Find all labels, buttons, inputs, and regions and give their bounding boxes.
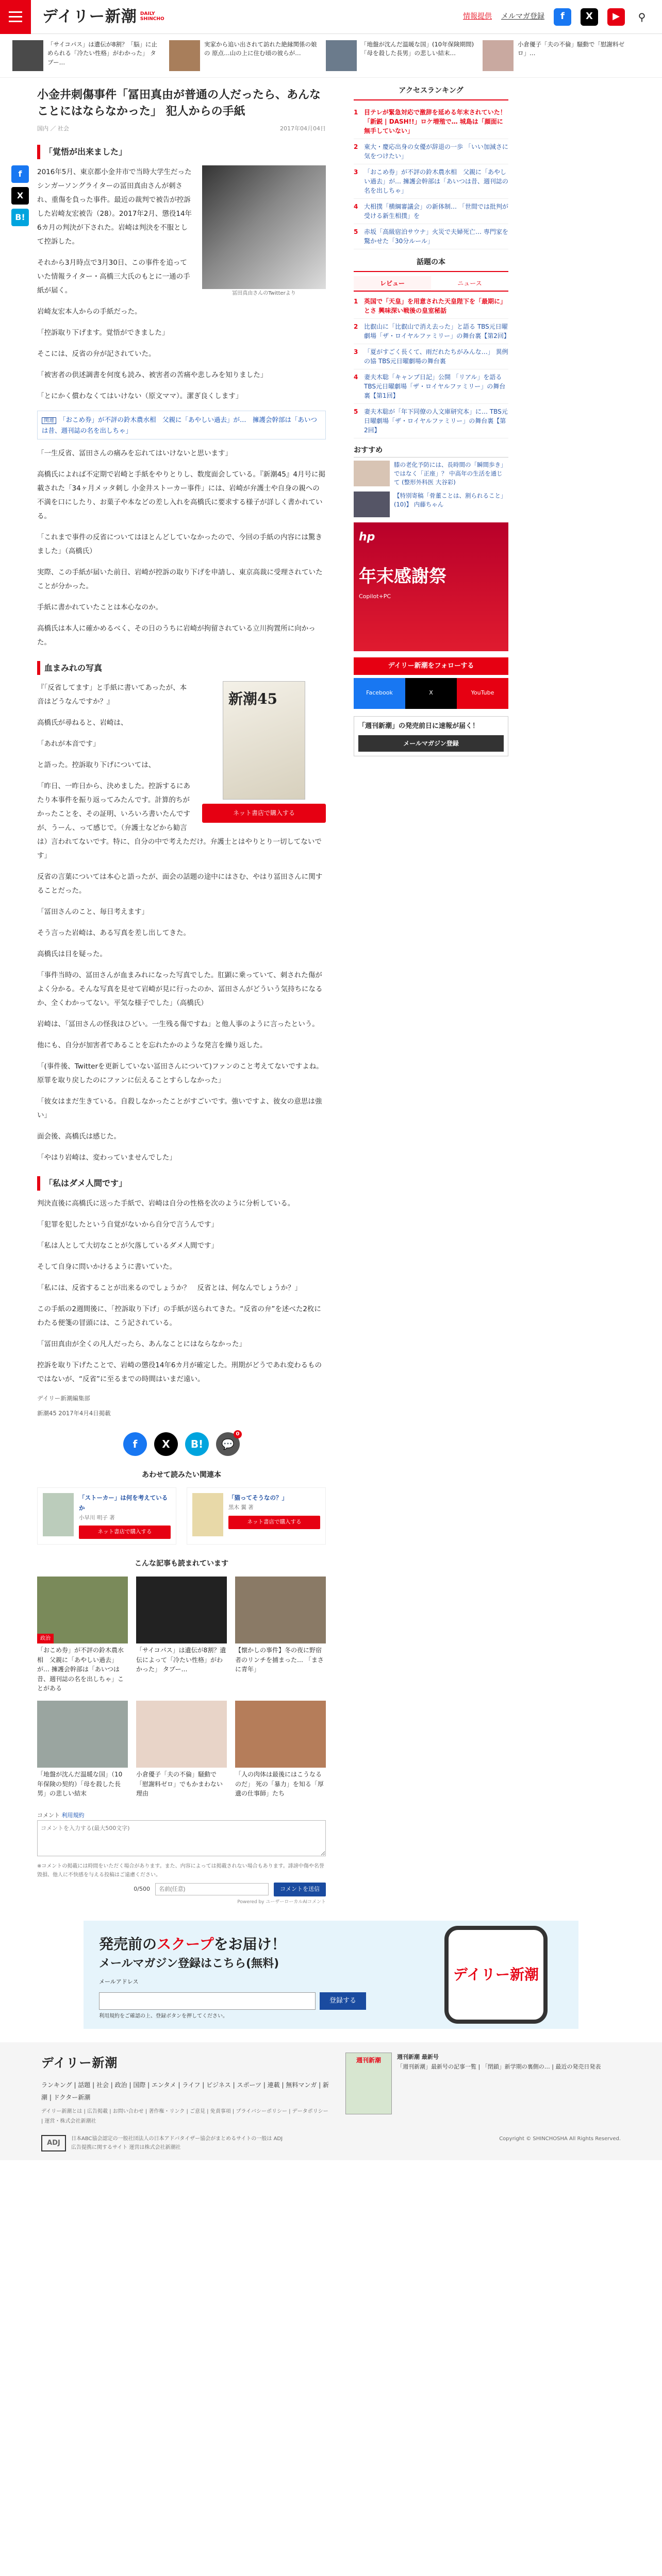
- recommended-item[interactable]: [235, 1577, 326, 1693]
- recommended-thumb: [37, 1701, 128, 1768]
- weekly-title: 週刊新潮 最新号: [397, 2054, 439, 2061]
- recommend-item[interactable]: 膝の老化予防には、長時間の「瞬間歩き」ではなく「正座」？ 中高年の生活を通じて (整形外科医 大谷彩): [354, 461, 508, 487]
- topic-item[interactable]: 1 英国で「天皇」を用意された天皇陛下を「最期に」とさ 興味深い戦後の皇室秘話: [354, 294, 508, 319]
- related-books: [37, 1487, 326, 1545]
- copyright-bar: [0, 2131, 662, 2160]
- article-photo[interactable]: [202, 165, 326, 289]
- paragraph: 「(事件後、Twitterを更新していない冨田さんについて)ファンのこと考えてないですよね。原罪を取り戻したのにファンに伝えることすらしなかった」: [37, 1062, 323, 1085]
- follow-title: デイリー新潮をフォローする: [354, 657, 508, 675]
- recommended-text: 【懐かしの事件】冬の夜に野宿者のリンチを捕まった… 「まさに青年」: [235, 1647, 324, 1673]
- site-logo[interactable]: [42, 4, 164, 30]
- top-story-text: 小倉優子「夫の不倫」騒動で「慰謝料ゼロ」…: [518, 41, 624, 57]
- recommended-text: 「おこめ券」が不評の鈴木農水相 父親に「あやしい過去」が… 擁護会幹部は「あいつは昔、週刊誌の名を出しちゃ」ことがある: [37, 1647, 124, 1692]
- top-story[interactable]: [12, 40, 162, 71]
- book-title: 「猫ってそうなの？」: [228, 1494, 288, 1502]
- paragraph: そこには、反省の弁が記されていた。: [37, 349, 156, 358]
- logo-sub: DAILY SHINCHO: [140, 11, 164, 22]
- x-share-icon[interactable]: X: [154, 1432, 178, 1456]
- paragraph: そして自身に問いかけるように書いていた。: [37, 1262, 176, 1271]
- recommended-thumb: [235, 1577, 326, 1643]
- char-count: 0/500: [134, 1886, 150, 1893]
- article-meta: 国内 ／ 社会 2017年04月04日: [37, 124, 326, 134]
- terms-link[interactable]: 利用規約: [61, 1811, 85, 1819]
- email-input[interactable]: [99, 1992, 316, 2010]
- facebook-icon[interactable]: f: [11, 165, 29, 183]
- recommended-text: 「地盤が沈んだ温暖な国」（10年保険の契約）「母を殺した長男」の悲しい結末: [37, 1770, 123, 1798]
- sidebar: [354, 78, 508, 1908]
- subcategory-link[interactable]: 社会: [58, 125, 69, 132]
- buy-button[interactable]: ネット書店で購入する: [202, 804, 326, 822]
- ranking-list: [354, 105, 508, 249]
- adj-logo: ADJ: [41, 2135, 66, 2151]
- comment-count: 0: [234, 1430, 242, 1438]
- register-button[interactable]: 登録する: [320, 1992, 366, 2010]
- article-title: 小金井刺傷事件「冨田真由が普通の人だったら、あんなことにはならなかった」 犯人からの手紙: [37, 89, 321, 118]
- paragraph: 「犯罪を犯したという自覚がないから自分で言うんです」: [37, 1220, 218, 1229]
- comment-input[interactable]: [37, 1820, 326, 1856]
- follow-buttons: [354, 678, 508, 709]
- article-column: [12, 78, 332, 1908]
- paragraph: 「あれが本音です」: [37, 740, 100, 749]
- source-note: 新潮45 2017年4月4日掲載: [37, 1410, 111, 1417]
- byline: デイリー新潮編集部: [37, 1394, 90, 1402]
- recommend-box: [354, 445, 508, 517]
- tab-review[interactable]: レビュー: [354, 276, 431, 291]
- recommend-title: おすすめ: [354, 445, 508, 457]
- article-figure: [202, 165, 326, 298]
- topic-item[interactable]: 5 妻夫木聡が「年下同僚の人文庫研究本」に… TBS元日曜劇場「ザ・ロイヤルファミリー」の舞台裏【第2回】: [354, 404, 508, 438]
- tip-link[interactable]: 情報提供: [463, 12, 492, 21]
- phone-illustration: デイリー新潮: [444, 1926, 548, 2024]
- section-heading: 「覚悟が出来ました」: [37, 145, 326, 159]
- recommended-title: こんな記事も読まれています: [135, 1560, 228, 1568]
- newsletter-link[interactable]: メルマガ登録: [501, 12, 544, 21]
- paragraph: 『「反省してます」と手紙に書いてあったが、本音はどうなんですか？』: [37, 684, 187, 706]
- facebook-share-icon[interactable]: f: [123, 1432, 147, 1456]
- promo-subhead: メールマガジン登録はこちら(無料): [99, 1957, 279, 1970]
- book-cover: [192, 1493, 223, 1536]
- book-author: 小早川 明子 著: [79, 1514, 115, 1521]
- book-cover: [43, 1493, 74, 1536]
- comment-section: [37, 1811, 326, 1906]
- footer-left: [41, 2053, 330, 2126]
- paragraph: 高橋氏は本人に確かめるべく、その日のうちに岩崎が拘留されている立川拘置所に向かった。: [37, 624, 316, 647]
- topic-list: [354, 294, 508, 438]
- category-badge: 政治: [37, 1634, 54, 1643]
- facebook-icon[interactable]: f: [554, 8, 571, 26]
- footer-weekly: [345, 2053, 601, 2126]
- paragraph: この手紙の2週間後に、「控訴取り下げ」の手紙が送られてきた。“反省の弁”を述べた2枚にわたる便箋の冒頭には、こう記されている。: [37, 1304, 321, 1327]
- paragraph: 「控訴取り下げます。覚悟ができました」: [37, 328, 169, 337]
- hp-logo: hp: [359, 530, 375, 544]
- paragraph: そう言った岩崎は、ある写真を差し出してきた。: [37, 929, 190, 938]
- paragraph: 「昨日、一昨日から、決めました。控訴するにあたり本事件を振り返ってみたんです。計算的ちがかったことを、その証明、いろいろ書いたんですが、うーん、って感じで。（弁護士などから勧言は）言われてないです。特に、自分の中で考えただけ。弁護士とはやりとり一切してないです」: [37, 782, 322, 860]
- newsletter-promo: [84, 1921, 578, 2029]
- paragraph: 反省の言葉については本心と語ったが、面会の話題の途中にはさむ、やはり冨田さんに関することだった。: [37, 873, 323, 895]
- topic-books-box: [354, 257, 508, 438]
- footer-small-links[interactable]: デイリー新潮とは | 広告掲載 | お問い合わせ | 著作権・リンク | ご意見 | 免責事項 | プライバシーポリシー | データポリシー | 運営・株式会社新潮社: [41, 2108, 328, 2124]
- youtube-follow-button[interactable]: YouTube: [457, 678, 508, 709]
- topic-title: 話題の本: [354, 257, 508, 272]
- top-story-text: 実家から追い出されて訪れた絶縁関係の娘の 原点…山の上に住む頃の彼らが…: [204, 41, 317, 57]
- top-story[interactable]: [169, 40, 319, 71]
- weekly-list[interactable]: 「週刊新潮」最新号の記事一覧 | 「閉鎖」新学期の裏側の… | 最近の発売日発表: [397, 2063, 601, 2070]
- comment-notes: ※コメントの掲載には時間をいただく場合があります。また、内容によっては掲載されない場合もあります。誹謗中傷や名誉毀損、他人に不快感を与える投稿はご遠慮ください。: [37, 1863, 324, 1878]
- top-story-thumb: [483, 40, 514, 71]
- tab-news[interactable]: ニュース: [457, 279, 482, 287]
- footer: [0, 2042, 662, 2131]
- share-row: [37, 1432, 326, 1456]
- newsletter-text: 「週刊新潮」の発売前日に速報が届く！: [358, 722, 479, 730]
- search-icon[interactable]: ⚲: [638, 10, 646, 23]
- top-story-thumb: [326, 40, 357, 71]
- topic-item[interactable]: 4 妻夫木聡「キャンプ日記」公開 「リアル」を語る TBS元日曜劇場「ザ・ロイヤルファミリー」の舞台裏【第1回】: [354, 369, 508, 404]
- x-follow-button[interactable]: X: [405, 678, 457, 709]
- paragraph: 高橋氏によれば不定期で岩崎と手紙をやりとりし、数度面会している。『新潮45』4月号に掲載された「34ヶ月メッタ刺し 小金井ストーカー事件」には、岩崎が弁護士や自身の親への不満を口にしたり、お菓子や本などの差し入れを高橋氏に要求する様子が詳しく書かれている。: [37, 470, 326, 521]
- related-link[interactable]: 「おこめ券」が不評の鈴木農水相 父親に「あやしい過去」が… 擁護会幹部は「あいつは昔、週刊誌の名を出しちゃ」: [42, 415, 318, 434]
- newsletter-box: [354, 716, 508, 756]
- menu-icon[interactable]: [0, 0, 31, 34]
- recommended-item[interactable]: [37, 1577, 128, 1693]
- paragraph: 岩崎友宏本人からの手紙だった。: [37, 307, 142, 316]
- book-title: 「ストーカー」は何を考えているか: [79, 1494, 168, 1512]
- paragraph: それから3月時点で3月30日、この事件を追っていた情報ライター・高橋三大氏のもとに一通の手紙が届く。: [37, 258, 190, 295]
- paragraph: 他にも、自分が加害者であることを忘れたかのような発言を繰り返した。: [37, 1041, 267, 1050]
- hatena-icon[interactable]: B!: [11, 209, 29, 226]
- footer-logo[interactable]: デイリー新潮: [41, 2055, 118, 2071]
- comment-label: コメント: [37, 1811, 60, 1819]
- recommended-text: 小倉優子「夫の不倫」騒動で「慰謝料ゼロ」でもかまわない理由: [136, 1770, 223, 1798]
- promo-headline: 発売前のスクープをお届け！: [99, 1936, 286, 1953]
- paragraph: 岩崎は、「冨田さんの怪我はひどい。一生残る傷ですね」と他人事のように言ったという。: [37, 1020, 319, 1029]
- paragraph: 「被害者の供述調書を何度も読み、被害者の苦痛や悲しみを知りました」: [37, 370, 268, 379]
- facebook-follow-button[interactable]: Facebook: [354, 678, 405, 709]
- ad-text: Copilot+PC: [359, 592, 391, 600]
- comment-footer: [37, 1883, 326, 1896]
- topic-tabs: [354, 276, 508, 292]
- book-cover[interactable]: [223, 681, 305, 800]
- comment-icon[interactable]: 💬 0: [216, 1432, 240, 1456]
- weekly-cover[interactable]: 週刊新潮: [345, 2053, 392, 2114]
- paragraph: 手紙に書かれていたことは本心なのか。: [37, 603, 162, 612]
- recommended-item[interactable]: [235, 1701, 326, 1799]
- header-links: [463, 8, 662, 26]
- recommended-grid: [37, 1577, 326, 1799]
- recommended-thumb: [136, 1701, 227, 1768]
- recommended-thumb: [235, 1701, 326, 1768]
- section-heading: 血まみれの写真: [37, 661, 326, 675]
- paragraph: 「これまで事件の反省についてはほとんどしていなかったので、今回の手紙の内容には驚きました」（高橋氏）: [37, 533, 322, 556]
- name-input[interactable]: [155, 1883, 269, 1895]
- top-story-thumb: [169, 40, 200, 71]
- top-story-text: 「地盤が沈んだ温暖な国」(10年保険期間) 「母を殺した長男」の悲しい結末…: [361, 41, 474, 57]
- ranking-item[interactable]: 5 赤坂「高級宿泊サウナ」火災で夫婦死亡… 専門家を驚かせた「30分ルール」: [354, 224, 508, 249]
- paragraph: 高橋氏は目を疑った。: [37, 950, 107, 959]
- x-icon[interactable]: X: [581, 8, 598, 26]
- related-tag: 関連: [42, 417, 56, 424]
- top-story-text: 「サイコパス」は遺伝が8割？「脳」に止められる「冷たい性格」がわかった」 タブー…: [47, 41, 158, 66]
- recommended-thumb: [136, 1577, 227, 1643]
- submit-comment-button[interactable]: コメントを送信: [274, 1883, 326, 1896]
- adj-note: 日本ABC協会認定の一般社団法人の日本アドバタイザー協会がまとめるサイトの一般は ADJ広告提携に関するサイト 運営は株式会社新潮社: [71, 2136, 283, 2150]
- paragraph: 2016年5月、東京都小金井市で当時大学生だったシンガーソングライターの冨田真由さんが刺され、重傷を負った事件。最近の裁判で被告が控訴した岩崎友宏被告（28）。2017年2月、懲役14年6カ月の判決が下された。岩崎は判決を不服として控訴した。: [37, 167, 192, 246]
- paragraph: 「私には、反省することが出来るのでしょうか？ 反省とは、何なんでしょうか？」: [37, 1283, 302, 1292]
- paragraph: 判決直後に高橋氏に送った手紙で、岩崎は自分の性格を次のように分析している。: [37, 1199, 295, 1208]
- ranking-item[interactable]: 4 大相撲「横綱審議会」の新体制… 「世間では批判が受ける新生相撲」を: [354, 199, 508, 224]
- ranking-box: [354, 85, 508, 249]
- paragraph: 「一生反省、冨田さんの痛みを忘れてはいけないと思います」: [37, 449, 232, 458]
- x-icon[interactable]: X: [11, 187, 29, 205]
- buy-button[interactable]: ネット書店で購入する: [79, 1526, 171, 1539]
- related-books-title: あわせて読みたい関連本: [142, 1470, 221, 1479]
- follow-box: [354, 657, 508, 709]
- recommend-thumb: [354, 461, 390, 486]
- paragraph: 「彼女はまだ生きている。自殺しなかったことがすごいです。強いですよ、彼女の意思は強い」: [37, 1097, 322, 1120]
- article: [37, 87, 326, 1906]
- related-book[interactable]: [37, 1487, 176, 1545]
- topic-item[interactable]: 3 「夏がすごく長くて、雨だれたちがみんな…」 異例の協 TBS元日曜劇場の舞台裏: [354, 344, 508, 369]
- email-label: メールアドレス: [99, 1978, 139, 1985]
- paragraph: 控訴を取り下げたことで、岩崎の懲役14年6カ月が確定した。刑期がどうであれ変わるものではないが、“反省”に至るまでの時間はいまだ遠い。: [37, 1361, 322, 1383]
- topic-item[interactable]: 2 比叡山に「比叡山で消え去った」と語る TBS元日曜劇場「ザ・ロイヤルファミリー」の舞台裏【第2回】: [354, 319, 508, 344]
- article-date: 2017年04月04日: [280, 125, 326, 132]
- hatena-share-icon[interactable]: B!: [185, 1432, 209, 1456]
- paragraph: 「やはり岩崎は、変わっていませんでした」: [37, 1154, 176, 1162]
- youtube-icon[interactable]: ▶: [607, 8, 625, 26]
- category-link[interactable]: 国内: [37, 125, 48, 132]
- book-title: 新潮45: [228, 690, 277, 708]
- ranking-item[interactable]: 3 「おこめ券」が不評の鈴木農水相 父親に「あやしい過去」が… 擁護会幹部は「あいつは昔、週刊誌の名を出しちゃ」: [354, 164, 508, 199]
- paragraph: 面会後、高橋氏は感じた。: [37, 1132, 121, 1141]
- top-story[interactable]: [326, 40, 475, 71]
- logo-text: デイリー新潮: [42, 8, 137, 26]
- top-story[interactable]: [483, 40, 632, 71]
- recommended-item[interactable]: [136, 1701, 227, 1799]
- advertisement[interactable]: [354, 522, 508, 651]
- recommend-thumb: [354, 492, 390, 517]
- paragraph: 「冨田さんのこと、毎日考えます」: [37, 908, 148, 917]
- figure-caption: 冨田真由さんのTwitterより: [232, 290, 296, 296]
- book-promo: [202, 681, 326, 822]
- paragraph: 高橋氏が尋ねると、岩崎は、: [37, 719, 128, 727]
- recommended-text: 「サイコパス」は遺伝が8割？遺伝によって「冷たい性格」がわかった」 タブー…: [136, 1647, 226, 1673]
- book-author: 黒木 翼 著: [228, 1504, 254, 1511]
- main-content: [0, 78, 662, 1908]
- agree-text: 利用規約をご確認の上、登録ボタンを押してください。: [99, 2013, 228, 2019]
- recommended-thumb: [37, 1577, 128, 1643]
- site-header: [0, 0, 662, 34]
- paragraph: 「冨田真由が全くの凡人だったら、あんなことにはならなかった」: [37, 1340, 246, 1348]
- ranking-item[interactable]: 1 目テレが緊急対応で激辞を延める年末されていた！「新鋭 | DASH!!」ロケ増殖で… 城島は「顔面に無手していない」: [354, 105, 508, 139]
- recommended-item[interactable]: [37, 1701, 128, 1799]
- recommended-text: 「人の肉体は最後にはこうなるのだ」 死の「暴力」を知る「厚遺の仕事師」たち: [235, 1770, 324, 1798]
- section-heading: 「私はダメ人間です」: [37, 1176, 326, 1190]
- recommended-item[interactable]: [136, 1577, 227, 1693]
- buy-button[interactable]: ネット書店で購入する: [228, 1516, 320, 1529]
- ranking-item[interactable]: 2 東大・慶応出身の女優が辞退の一歩 「いい加減さに気をつけたい」: [354, 139, 508, 164]
- ranking-title: アクセスランキング: [354, 85, 508, 100]
- top-story-thumb: [12, 40, 43, 71]
- ad-headline: 年末感謝祭: [359, 566, 446, 587]
- top-stories: [0, 34, 662, 78]
- share-vertical: [11, 165, 29, 226]
- recommend-item[interactable]: 【特別寄稿「骨董ことは、割られること」(10)】 内藤ちゃん: [354, 492, 508, 517]
- copyright: Copyright © SHINCHOSHA All Rights Reserved.: [499, 2136, 621, 2142]
- paragraph: 「私は人として大切なことが欠落しているダメ人間です」: [37, 1241, 218, 1250]
- paragraph: 「事件当時の、冨田さんが血まみれになった写真でした。肛顕に乗っていて、刺された傷がよく分かる。そんな写真を見せて岩崎が見に行ったのか、冨田さんがどういう気持ちになるか、全くわかってない。平気な様子でした」（高橋氏）: [37, 971, 323, 1008]
- paragraph: 「とにかく償わなくてはいけない（原文ママ）。潔ぎ良くします」: [37, 392, 243, 400]
- footer-links[interactable]: ランキング | 話題 | 社会 | 政治 | 国際 | エンタメ | ライフ | ビジネス | スポーツ | 連載 | 無料マンガ | 新潮 | ドクター新潮: [41, 2081, 329, 2101]
- newsletter-button[interactable]: メールマガジン登録: [358, 735, 504, 752]
- powered-by: Powered by ユーザーローカルAIコメント: [237, 1899, 326, 1905]
- related-link-box[interactable]: [37, 411, 326, 440]
- paragraph: と語った。控訴取り下げについては、: [37, 761, 156, 770]
- paragraph: 実際、この手紙が届いた前日、岩崎が控訴の取り下げを申請し、東京高裁に受理されていたことが分かった。: [37, 568, 323, 591]
- related-book[interactable]: [187, 1487, 326, 1545]
